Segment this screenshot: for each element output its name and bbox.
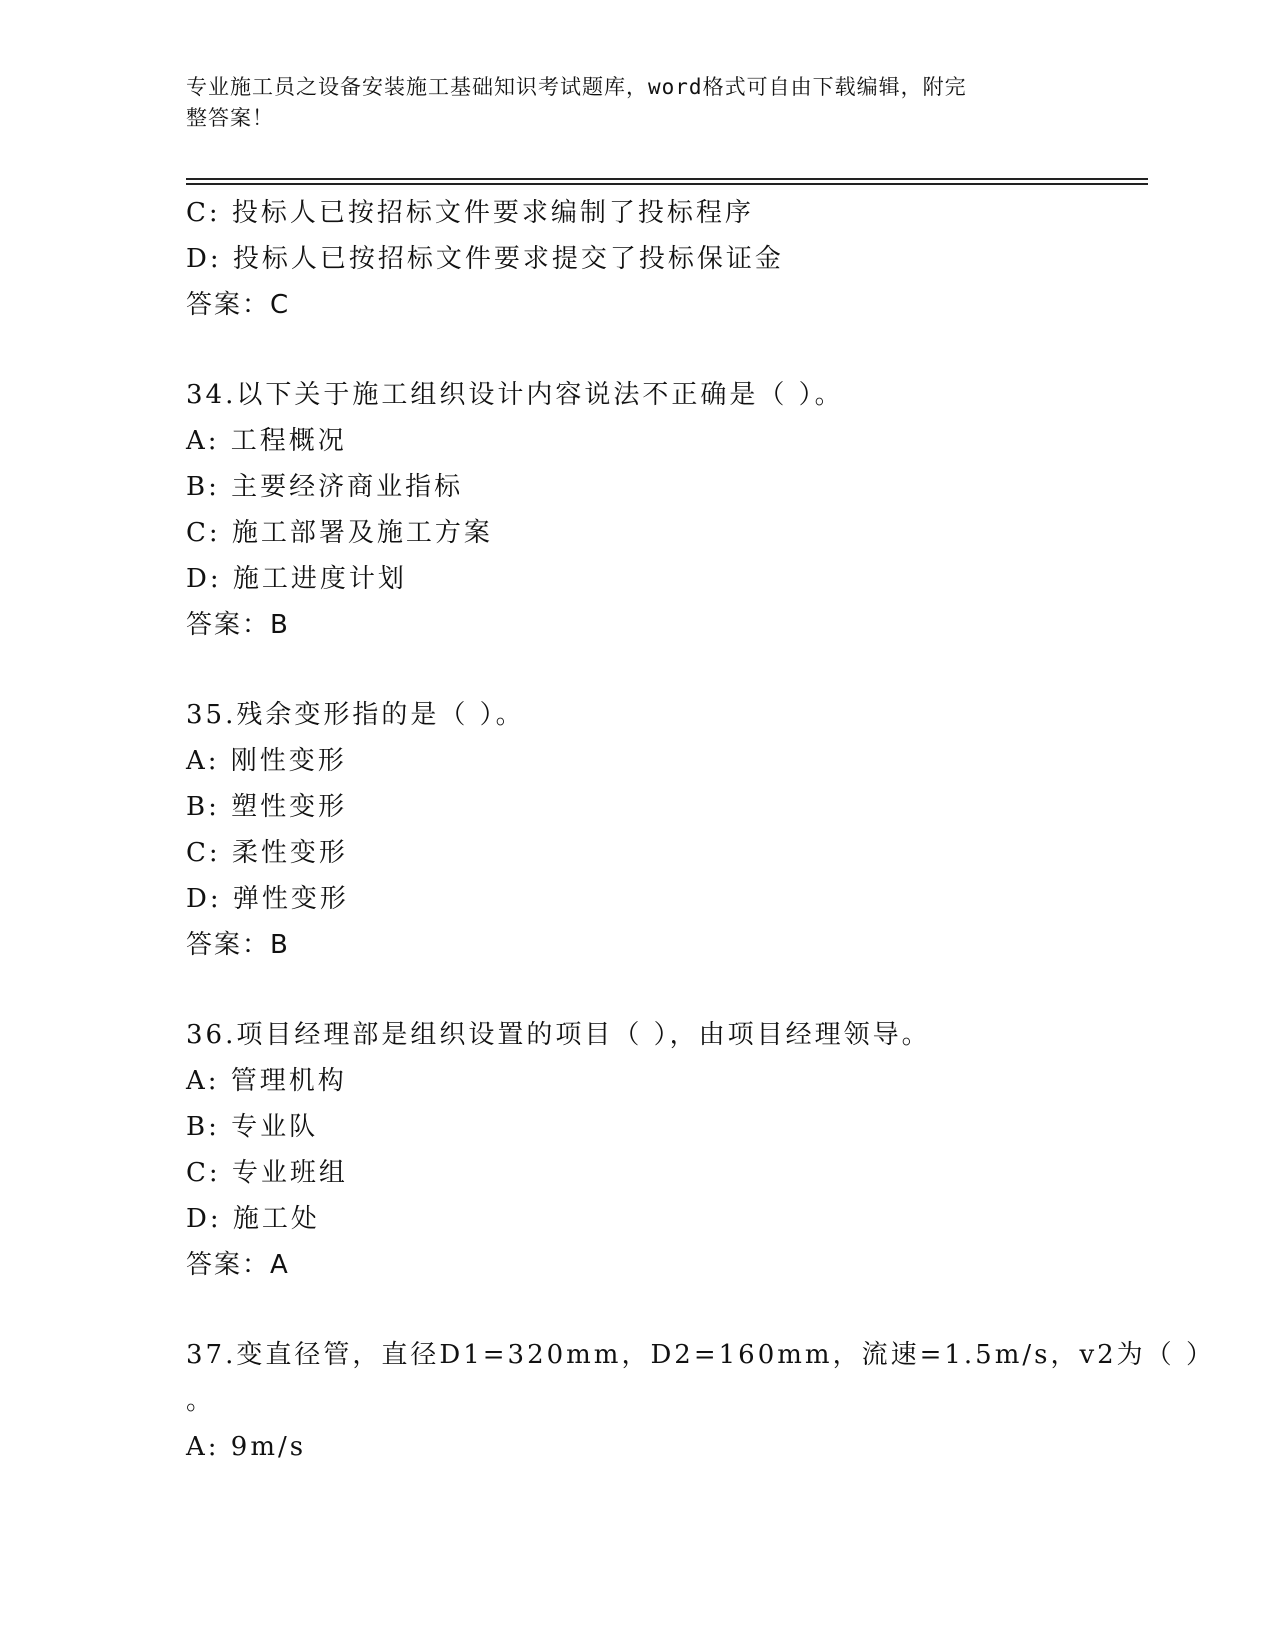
- option-b: B: 塑性变形: [186, 792, 348, 822]
- answer-line: 答案：B: [186, 610, 290, 640]
- question-36: [186, 1012, 1086, 1288]
- spacer: [186, 1288, 1086, 1332]
- answer-line: 答案：C: [186, 290, 291, 320]
- option-a: A: 工程概况: [186, 426, 347, 456]
- question-stem: 35.残余变形指的是（ ）。: [186, 700, 525, 730]
- option-c: C: 投标人已按招标文件要求编制了投标程序: [186, 198, 754, 228]
- document-header: [186, 72, 1066, 134]
- spacer: [186, 968, 1086, 1012]
- option-b: B: 主要经济商业指标: [186, 472, 464, 502]
- header-divider-top: [186, 178, 1148, 180]
- header-line-2: 整答案！: [186, 106, 274, 130]
- question-stem: 37.变直径管，直径D1=320mm，D2=160mm，流速=1.5m/s，v2为（ ）: [186, 1340, 1215, 1370]
- spacer: [186, 328, 1086, 372]
- option-d: D: 弹性变形: [186, 884, 349, 914]
- header-divider-bottom: [186, 183, 1148, 185]
- header-line-1: 专业施工员之设备安装施工基础知识考试题库，word格式可自由下载编辑，附完: [186, 75, 967, 99]
- option-d: D: 投标人已按招标文件要求提交了投标保证金: [186, 244, 784, 274]
- question-34: [186, 372, 1086, 648]
- option-b: B: 专业队: [186, 1112, 319, 1142]
- question-stem: 34.以下关于施工组织设计内容说法不正确是（ ）。: [186, 380, 844, 410]
- question-37: [186, 1332, 1215, 1470]
- option-c: C: 施工部署及施工方案: [186, 518, 493, 548]
- question-33-remainder: [186, 190, 1086, 328]
- question-stem: 36.项目经理部是组织设置的项目（ ），由项目经理领导。: [186, 1020, 931, 1050]
- option-a: A: 刚性变形: [186, 746, 347, 776]
- option-a: A: 9m/s: [186, 1432, 307, 1462]
- option-c: C: 柔性变形: [186, 838, 348, 868]
- question-list: [186, 190, 1215, 1470]
- option-a: A: 管理机构: [186, 1066, 347, 1096]
- question-35: [186, 692, 1086, 968]
- answer-line: 答案：A: [186, 1250, 290, 1280]
- option-c: C: 专业班组: [186, 1158, 348, 1188]
- option-d: D: 施工进度计划: [186, 564, 407, 594]
- answer-line: 答案：B: [186, 930, 290, 960]
- spacer: [186, 648, 1086, 692]
- question-stem-continuation: 。: [186, 1386, 216, 1416]
- option-d: D: 施工处: [186, 1204, 320, 1234]
